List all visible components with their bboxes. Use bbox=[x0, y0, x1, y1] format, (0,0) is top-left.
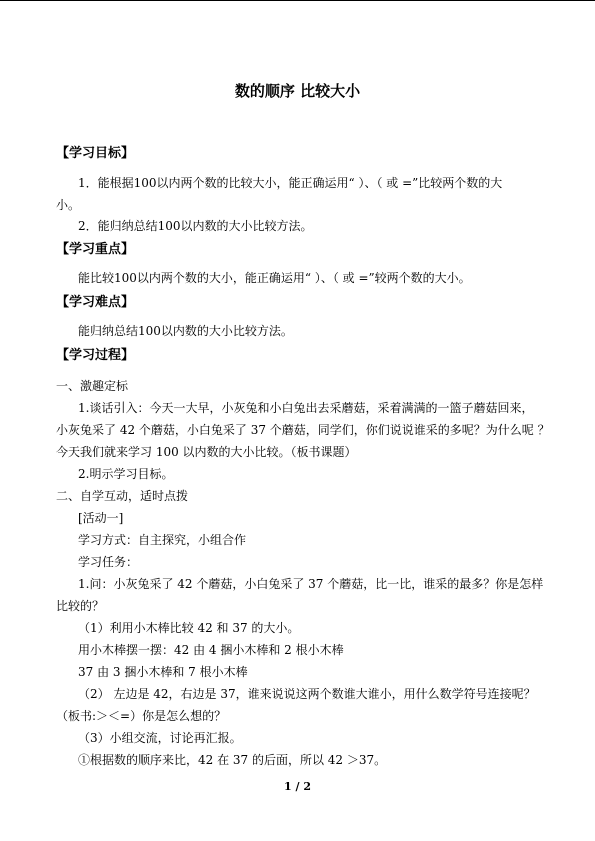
heading-difficulties: 【学习难点】 bbox=[56, 295, 135, 310]
key-points-line-1: 能比较100以内两个数的大小，能正确运用“ ）、（ 或 =”较两个数的大小。 bbox=[78, 271, 471, 285]
process-line-3: 小灰兔采了 42 个蘑菇，小白兔采了 37 个蘑菇，同学们，你们说说谁采的多呢？为什么呢 ？ bbox=[56, 423, 550, 437]
process-line-2: 1.谈话引入：今天一大早，小灰兔和小白兔出去采蘑菇，采着满满的一篮子蘑菇回来， bbox=[78, 401, 534, 415]
process-line-16: （板书:＞＜=）你是怎么想的？ bbox=[56, 709, 227, 723]
page-title: 数的顺序 比较大小 bbox=[234, 82, 361, 100]
heading-key-points: 【学习重点】 bbox=[56, 242, 135, 257]
heading-goals: 【学习目标】 bbox=[56, 146, 135, 161]
process-line-7: [活动一] bbox=[78, 511, 124, 525]
heading-process: 【学习过程】 bbox=[56, 348, 135, 363]
process-line-8: 学习方式：自主探究，小组合作 bbox=[78, 533, 247, 547]
process-line-9: 学习任务： bbox=[78, 555, 139, 569]
goals-line-3: 2．能归纳总结100以内数的大小比较方法。 bbox=[78, 219, 313, 233]
process-line-10: 1.问：小灰兔采了 42 个蘑菇，小白兔采了 37 个蘑菇，比一比，谁采的最多？你是怎样 bbox=[78, 577, 544, 591]
process-line-11: 比较的？ bbox=[56, 599, 105, 613]
process-line-13: 用小木棒摆一摆：42 由 4 捆小木棒和 2 根小木棒 bbox=[78, 643, 344, 657]
process-line-6: 二、自学互动，适时点拨 bbox=[56, 489, 189, 503]
process-line-14: 37 由 3 捆小木棒和 7 根小木棒 bbox=[78, 665, 248, 679]
top-rule bbox=[0, 0, 595, 1]
goals-line-2: 小。 bbox=[56, 198, 81, 212]
process-line-1: 一、激趣定标 bbox=[56, 379, 129, 393]
process-line-18: ①根据数的顺序来比，42 在 37 的后面，所以 42 ＞37。 bbox=[78, 753, 387, 767]
process-line-15: （2） 左边是 42，右边是 37，谁来说说这两个数谁大谁小，用什么数学符号连接呢？ bbox=[78, 687, 536, 701]
difficulties-line-1: 能归纳总结100以内数的大小比较方法。 bbox=[78, 324, 293, 338]
process-line-17: （3）小组交流，讨论再汇报。 bbox=[78, 731, 242, 745]
process-line-5: 2.明示学习目标。 bbox=[78, 467, 174, 481]
process-line-4: 今天我们就来学习 100 以内数的大小比较。（板书课题） bbox=[56, 445, 357, 459]
goals-line-1: 1．能根据100以内两个数的比较大小，能正确运用“ ）、（ 或 =”比较两个数的大 bbox=[78, 176, 503, 190]
process-line-12: （1）利用小木棒比较 42 和 37 的大小。 bbox=[78, 621, 300, 635]
page-number: 1 / 2 bbox=[284, 780, 311, 793]
